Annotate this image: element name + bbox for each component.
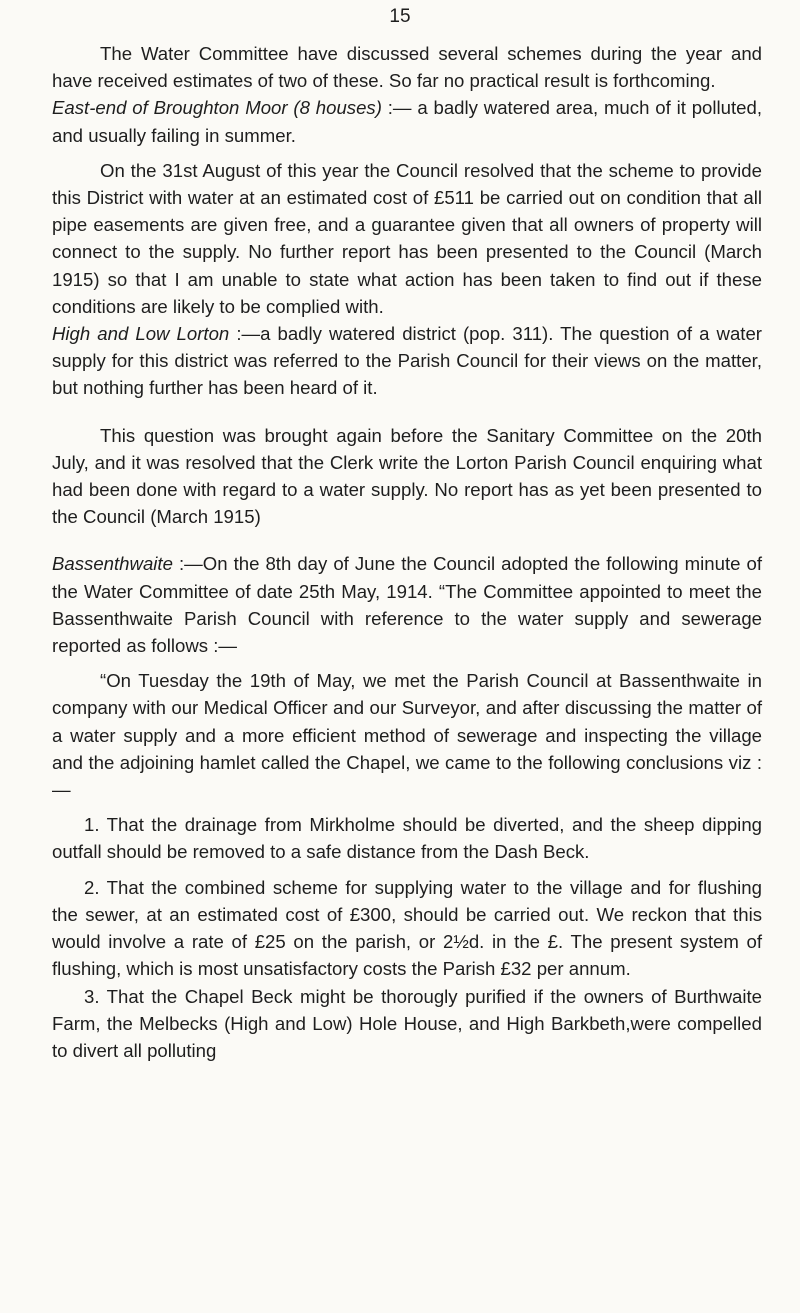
conclusion-item-3: 3. That the Chapel Beck might be thorougly purified if the owners of Burthwaite Farm, the Melbecks (High and Low) Hole House, and High Barkbeth,were compelled to divert all polluting bbox=[52, 985, 762, 1061]
heading-broughton-moor: East-end of Broughton Moor (8 houses) bbox=[52, 97, 382, 119]
page-body bbox=[52, 40, 762, 1064]
bassenthwaite-text: :—On the 8th day of June the Council adopted the following minute of the Water Committee of date 25th May, 1914. “The Committee appointed to meet the Bassenthwaite Parish Council with reference to the water supply and sewerage reported as follows :— bbox=[52, 553, 762, 657]
paragraph-intro: The Water Committee have discussed several schemes during the year and have received estimates of two of these. So far no practical result is forthcoming. bbox=[52, 43, 762, 92]
conclusion-item-2: 2. That the combined scheme for supplying water to the village and for flushing the sewer, at an estimated cost of £300, should be carried out. We reckon that this would involve a rate of £25 on the parish, or 2½d. in the £. The present system of flushing, which is most unsatisfactory costs the Parish £32 per annum. bbox=[52, 876, 762, 980]
paragraph-sanitary-committee: This question was brought again before the Sanitary Committee on the 20th July, and it was resolved that the Clerk write the Lorton Parish Council enquiring what had been done with regard to a water supply. No report has as yet been presented to the Council (March 1915) bbox=[52, 424, 762, 528]
paragraph-lorton bbox=[52, 320, 762, 402]
conclusion-item-1: 1. That the drainage from Mirkholme should be diverted, and the sheep dipping outfall should be removed to a safe distance from the Dash Beck. bbox=[52, 814, 762, 863]
lorton-text: :—a badly watered district (pop. 311). The question of a water supply for this district was referred to the Parish Council for their views on the matter, but nothing further has been heard of it. bbox=[52, 323, 762, 399]
page-number: 15 bbox=[389, 6, 411, 27]
paragraph-meeting: “On Tuesday the 19th of May, we met the Parish Council at Bassenthwaite in company with our Medical Officer and our Surveyor, and after discussing the matter of a water supply and a more efficient method of sewerage and inspecting the village and the adjoining hamlet called the Chapel, we came to the following conclusions viz :— bbox=[52, 670, 762, 801]
paragraph-council-resolution: On the 31st August of this year the Council resolved that the scheme to provide this District with water at an estimated cost of £511 be carried out on condition that all pipe easements are given free, and a guarantee given that all owners of property will connect to the supply. No further report has been presented to the Council (March 1915) so that I am unable to state what action has been taken to find out if these conditions are likely to be complied with. bbox=[52, 159, 762, 317]
heading-lorton: High and Low Lorton bbox=[52, 323, 230, 345]
broughton-moor-text: :— a badly watered area, much of it polluted, and usually failing in summer. bbox=[52, 97, 762, 146]
paragraph-broughton-moor bbox=[52, 94, 762, 148]
heading-bassenthwaite: Bassenthwaite bbox=[52, 553, 173, 575]
paragraph-bassenthwaite bbox=[52, 550, 762, 659]
